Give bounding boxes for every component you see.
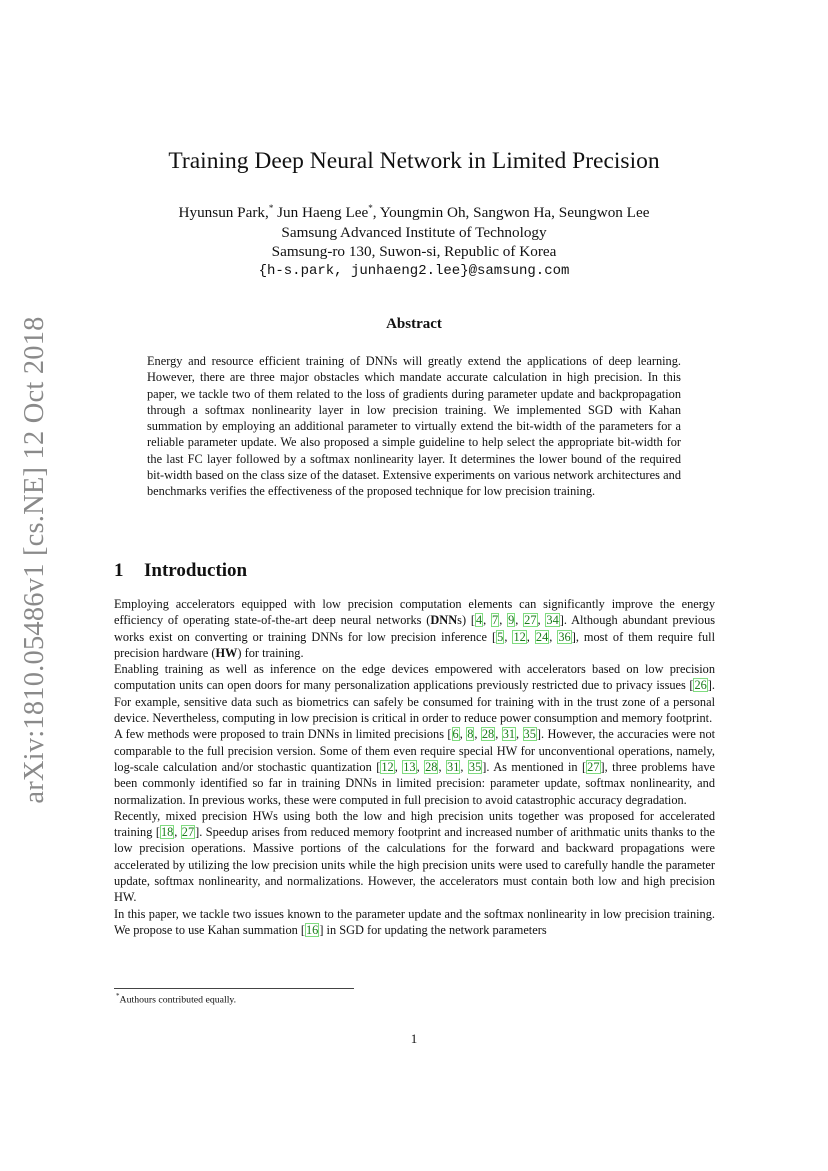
citation-bracket: [: [582, 759, 587, 774]
arxiv-identifier: arXiv:1810.05486v1 [cs.NE] 12 Oct 2018: [19, 316, 50, 804]
citation-bracket: [: [155, 825, 160, 840]
citation-link[interactable]: 13: [403, 759, 416, 774]
citation[interactable]: [582, 760, 605, 774]
citation-bracket: ]: [195, 825, 200, 840]
section-number: 1: [114, 560, 124, 581]
citation-separator: ,: [394, 759, 403, 774]
citation-link[interactable]: 31: [447, 759, 460, 774]
author-email: {h-s.park, junhaeng2.lee}@samsung.com: [258, 262, 570, 279]
citation-bracket: [: [470, 613, 475, 628]
citation-separator: ,: [174, 825, 181, 840]
citation-separator: ,: [537, 613, 546, 628]
citation[interactable]: [376, 760, 486, 774]
section-title: Introduction: [144, 560, 248, 581]
citation-link[interactable]: 5: [497, 629, 504, 644]
citation-link[interactable]: 12: [513, 629, 526, 644]
citation-bracket: ]: [559, 613, 564, 628]
citation-link[interactable]: 26: [694, 678, 707, 693]
paper-title: Training Deep Neural Network in Limited Precision: [168, 148, 660, 174]
citation-separator: ,: [516, 727, 523, 742]
citation-separator: ,: [460, 759, 468, 774]
citation-link[interactable]: 8: [467, 727, 474, 742]
citation-separator: ,: [459, 727, 467, 742]
citation-link[interactable]: 35: [523, 727, 536, 742]
author-names: Hyunsun Park,* Jun Haeng Lee*, Youngmin Oh, Sangwon Ha, Seungwon Lee: [178, 203, 650, 222]
author-address: Samsung-ro 130, Suwon-si, Republic of Korea: [271, 243, 557, 261]
citation-link[interactable]: 36: [558, 629, 571, 644]
citation-link[interactable]: 31: [502, 727, 516, 742]
citation-separator: ,: [483, 613, 492, 628]
abstract-text: Energy and resource efficient training of DNNs will greatly extend the applications of deep learning. However, there are three major obstacles which mandate accurate calculation in high precision. In this paper, we tackle two of them related to the loss of gradients during parameter update and backpropagation through a softmax nonlinearity layer in low precision training. We implemented SGD with Kahan summation by employing an additional parameter to virtually extend the bit-width of the parameters for a reliable parameter update. We also proposed a simple guideline to help select the appropriate bit-width for the last FC layer followed by a softmax nonlinearity layer. It determines the lower bound of the required bit-width based on the class size of the dataset. Extensive experiments on various network architectures and benchmarks verifies the effectiveness of the proposed technique for low precision training.: [147, 354, 681, 499]
citation-separator: ,: [495, 727, 502, 742]
citation-link[interactable]: 16: [306, 922, 319, 937]
citation-separator: ,: [526, 629, 535, 644]
introduction-body: [114, 596, 715, 938]
citation-link[interactable]: 34: [546, 613, 559, 628]
citation-link[interactable]: 28: [425, 759, 438, 774]
citation-link[interactable]: 27: [587, 759, 600, 774]
citation-link[interactable]: 6: [452, 727, 459, 742]
author-affiliation: Samsung Advanced Institute of Technology: [281, 223, 547, 241]
citation-link[interactable]: 24: [535, 629, 549, 644]
citation-separator: ,: [549, 629, 558, 644]
citation-separator: ,: [504, 629, 513, 644]
citation-separator: ,: [438, 759, 447, 774]
paragraph-5: In this paper, we tackle two issues known to the parameter update and the softmax nonlinearity in low precision training. We propose to use Kahan summation [16] in SGD for updating the network parameters: [114, 906, 715, 937]
arxiv-identifier-sidebar: [12, 240, 58, 880]
section-heading: [114, 560, 247, 582]
citation[interactable]: [156, 825, 199, 839]
paragraph-3: A few methods were proposed to train DNNs in limited precisions [6, 8, 28, 31, 35]. However, the accuracies were not comparable to the full precision version. Some of them even require special HW for unconventional operations, namely, log-scale calculation and/or stochastic quantization [12, 13, 28, 31, 35]. As mentioned in [27], three problems have been commonly identified so far in training DNNs in limited precision: parameter update, softmax nonlinearity, and normalization. In previous works, these were computed in full precision to avoid catastrophic accuracy degradation.: [114, 727, 716, 807]
citation-bracket: ]: [536, 727, 541, 742]
citation[interactable]: [447, 727, 541, 741]
citation-link[interactable]: 4: [475, 613, 483, 628]
citation-link[interactable]: 12: [381, 759, 394, 774]
citation-bracket: ]: [319, 922, 324, 937]
citation-bracket: [: [492, 629, 497, 644]
citation-separator: ,: [474, 727, 481, 742]
citation-bracket: [: [447, 727, 452, 742]
citation-bracket: ]: [571, 629, 576, 644]
citation-link[interactable]: 28: [481, 727, 495, 742]
citation-bracket: ]: [707, 678, 712, 693]
abstract-heading: Abstract: [386, 316, 442, 332]
citation[interactable]: [471, 613, 564, 627]
citation-link[interactable]: 9: [508, 613, 515, 628]
citation-bracket: ]: [600, 759, 605, 774]
citation-link[interactable]: 27: [181, 825, 195, 840]
citation-link[interactable]: 7: [492, 613, 499, 628]
citation-link[interactable]: 35: [468, 759, 482, 774]
citation[interactable]: [301, 923, 324, 937]
citation-separator: ,: [499, 613, 508, 628]
citation-bracket: [: [300, 922, 305, 937]
footnote-rule: [114, 988, 354, 989]
footnote: *Authours contributed equally.: [116, 992, 237, 1006]
citation-bracket: ]: [482, 759, 487, 774]
paragraph-1: Employing accelerators equipped with low precision computation elements can significantly improve the energy efficiency of operating state-of-the-art deep neural networks (DNNs) [4, 7, 9, 27, 34]. Although abundant previous works exist on converting or training DNNs for low precision inference [5, 12, 24, 36], most of them require full precision hardware (HW) for training.: [114, 597, 716, 660]
citation-separator: ,: [515, 613, 524, 628]
page-number: 1: [410, 1031, 418, 1046]
citation-link[interactable]: 18: [160, 825, 174, 840]
citation-bracket: [: [376, 759, 381, 774]
paragraph-2: Enabling training as well as inference on the edge devices empowered with accelerators based on low precision computation units can open doors for many personalization applications previously restricted due to privacy issues [26]. For example, sensitive data such as biometrics can safely be consumed for training with in the trust zone of a personal device. Nevertheless, computing in low precision is critical in order to reduce power consumption and memory footprint.: [114, 662, 715, 726]
citation-separator: ,: [416, 759, 425, 774]
citation-bracket: [: [689, 678, 694, 693]
citation[interactable]: [689, 678, 712, 692]
citation[interactable]: [492, 630, 576, 644]
author-block: [0, 199, 828, 281]
citation-link[interactable]: 27: [524, 613, 537, 628]
paragraph-4: Recently, mixed precision HWs using both the low and high precision units together was proposed for accelerated training [18, 27]. Speedup arises from reduced memory footprint and increased number of arithmatic units thanks to the low precision operations. Massive portions of the calculations for the forward and backward propagations were accelerated by utilizing the low precision units while the high precision units were used to carefully handle the parameter update, softmax nonlinearity, and normalizations. However, the accelerators must contain both low and high precision HW.: [114, 808, 716, 905]
